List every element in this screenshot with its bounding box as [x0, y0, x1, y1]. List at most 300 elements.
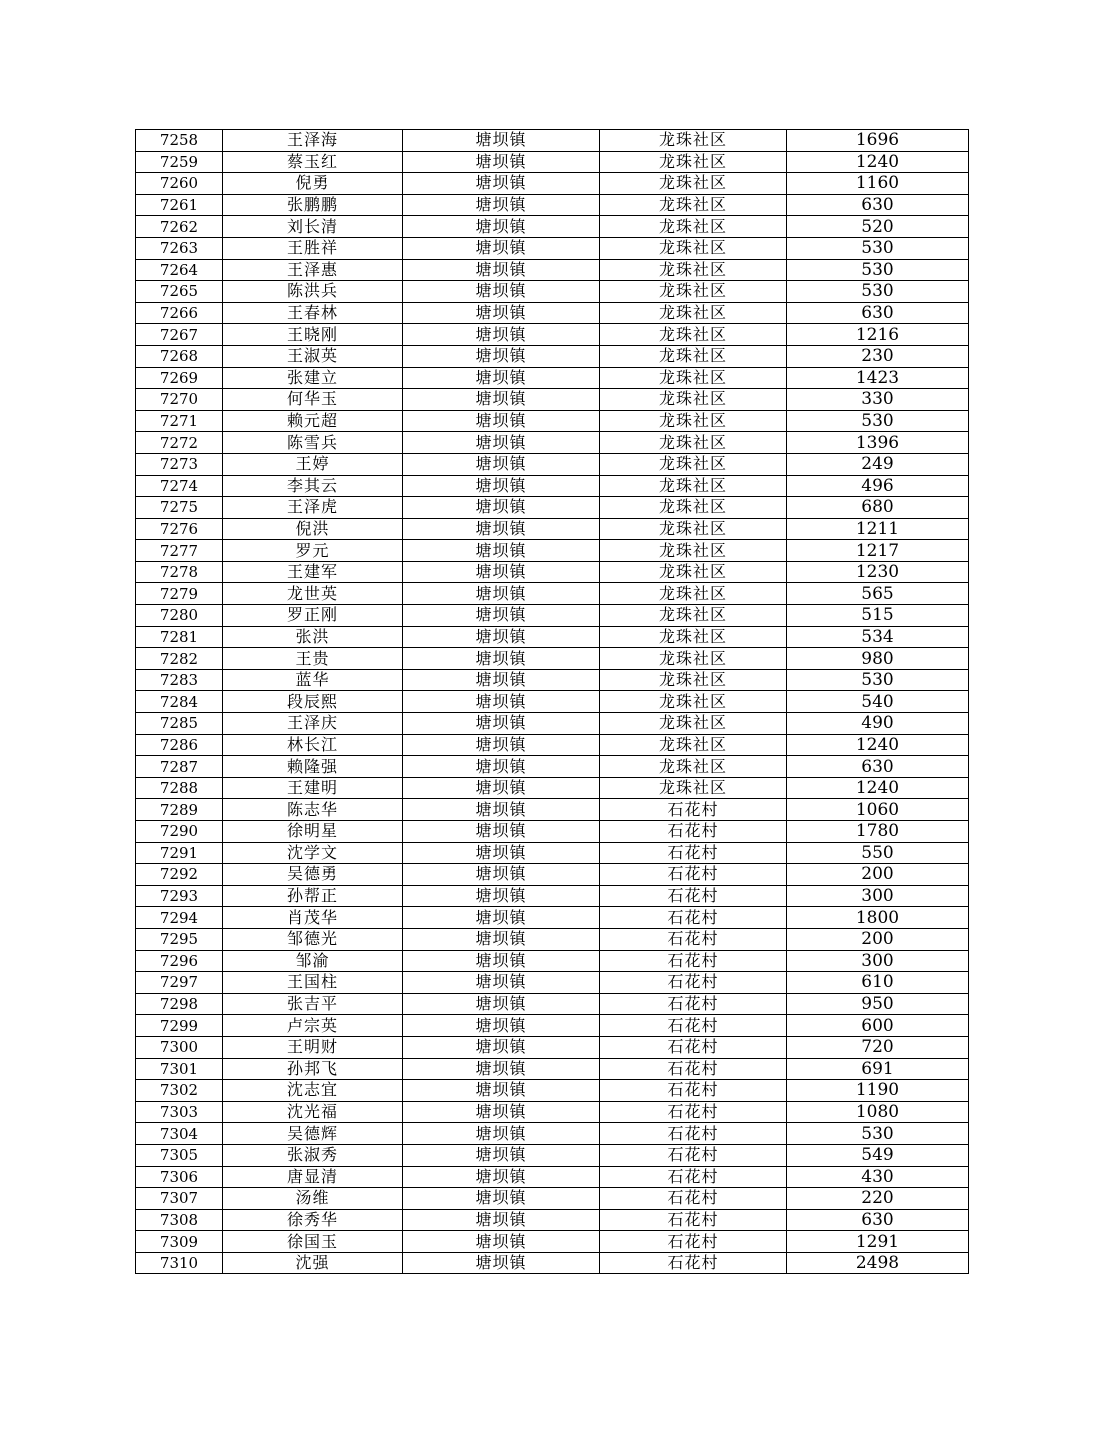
amount-cell: 540 — [787, 691, 969, 713]
name-cell: 陈洪兵 — [223, 281, 403, 303]
amount-cell: 200 — [787, 864, 969, 886]
table-row — [136, 410, 969, 432]
village-cell: 石花村 — [600, 1058, 787, 1080]
table-row — [136, 151, 969, 173]
village-cell: 石花村 — [600, 993, 787, 1015]
row-number-cell: 7261 — [136, 194, 223, 216]
name-cell: 徐明星 — [223, 821, 403, 843]
name-cell: 王建军 — [223, 561, 403, 583]
town-cell: 塘坝镇 — [403, 756, 600, 778]
table-row — [136, 432, 969, 454]
table-row — [136, 173, 969, 195]
row-number-cell: 7288 — [136, 777, 223, 799]
table-row — [136, 583, 969, 605]
row-number-cell: 7300 — [136, 1036, 223, 1058]
amount-cell: 200 — [787, 928, 969, 950]
village-cell: 龙珠社区 — [600, 173, 787, 195]
name-cell: 汤维 — [223, 1188, 403, 1210]
village-cell: 龙珠社区 — [600, 237, 787, 259]
town-cell: 塘坝镇 — [403, 583, 600, 605]
town-cell: 塘坝镇 — [403, 194, 600, 216]
table-row — [136, 842, 969, 864]
amount-cell: 496 — [787, 475, 969, 497]
row-number-cell: 7284 — [136, 691, 223, 713]
row-number-cell: 7282 — [136, 648, 223, 670]
amount-cell: 220 — [787, 1188, 969, 1210]
name-cell: 唐显清 — [223, 1166, 403, 1188]
name-cell: 张鹏鹏 — [223, 194, 403, 216]
row-number-cell: 7291 — [136, 842, 223, 864]
row-number-cell: 7271 — [136, 410, 223, 432]
row-number-cell: 7296 — [136, 950, 223, 972]
amount-cell: 530 — [787, 669, 969, 691]
name-cell: 王建明 — [223, 777, 403, 799]
village-cell: 龙珠社区 — [600, 756, 787, 778]
amount-cell: 1780 — [787, 821, 969, 843]
name-cell: 吴德勇 — [223, 864, 403, 886]
town-cell: 塘坝镇 — [403, 1252, 600, 1274]
row-number-cell: 7280 — [136, 605, 223, 627]
table-row — [136, 648, 969, 670]
row-number-cell: 7264 — [136, 259, 223, 281]
name-cell: 卢宗英 — [223, 1015, 403, 1037]
table-row — [136, 821, 969, 843]
row-number-cell: 7267 — [136, 324, 223, 346]
name-cell: 何华玉 — [223, 389, 403, 411]
town-cell: 塘坝镇 — [403, 928, 600, 950]
village-cell: 龙珠社区 — [600, 734, 787, 756]
village-cell: 龙珠社区 — [600, 151, 787, 173]
row-number-cell: 7293 — [136, 885, 223, 907]
name-cell: 陈雪兵 — [223, 432, 403, 454]
table-row — [136, 1231, 969, 1253]
name-cell: 沈光福 — [223, 1101, 403, 1123]
table-row — [136, 885, 969, 907]
name-cell: 倪洪 — [223, 518, 403, 540]
table-row — [136, 972, 969, 994]
row-number-cell: 7306 — [136, 1166, 223, 1188]
village-cell: 龙珠社区 — [600, 259, 787, 281]
village-cell: 龙珠社区 — [600, 367, 787, 389]
row-number-cell: 7258 — [136, 130, 223, 152]
village-cell: 石花村 — [600, 864, 787, 886]
name-cell: 王国柱 — [223, 972, 403, 994]
row-number-cell: 7263 — [136, 237, 223, 259]
village-cell: 龙珠社区 — [600, 518, 787, 540]
town-cell: 塘坝镇 — [403, 237, 600, 259]
name-cell: 倪勇 — [223, 173, 403, 195]
name-cell: 蓝华 — [223, 669, 403, 691]
town-cell: 塘坝镇 — [403, 389, 600, 411]
table-row — [136, 626, 969, 648]
amount-cell: 1800 — [787, 907, 969, 929]
village-cell: 龙珠社区 — [600, 324, 787, 346]
name-cell: 孙邦飞 — [223, 1058, 403, 1080]
name-cell: 王明财 — [223, 1036, 403, 1058]
row-number-cell: 7283 — [136, 669, 223, 691]
amount-cell: 1396 — [787, 432, 969, 454]
row-number-cell: 7269 — [136, 367, 223, 389]
name-cell: 肖茂华 — [223, 907, 403, 929]
village-cell: 石花村 — [600, 972, 787, 994]
town-cell: 塘坝镇 — [403, 345, 600, 367]
table-row — [136, 993, 969, 1015]
town-cell: 塘坝镇 — [403, 605, 600, 627]
village-cell: 石花村 — [600, 1252, 787, 1274]
town-cell: 塘坝镇 — [403, 626, 600, 648]
town-cell: 塘坝镇 — [403, 1036, 600, 1058]
amount-cell: 1423 — [787, 367, 969, 389]
town-cell: 塘坝镇 — [403, 453, 600, 475]
amount-cell: 1160 — [787, 173, 969, 195]
amount-cell: 550 — [787, 842, 969, 864]
table-row — [136, 799, 969, 821]
row-number-cell: 7294 — [136, 907, 223, 929]
name-cell: 陈志华 — [223, 799, 403, 821]
name-cell: 邹德光 — [223, 928, 403, 950]
village-cell: 龙珠社区 — [600, 130, 787, 152]
table-row — [136, 302, 969, 324]
name-cell: 王淑英 — [223, 345, 403, 367]
table-row — [136, 1209, 969, 1231]
amount-cell: 565 — [787, 583, 969, 605]
row-number-cell: 7309 — [136, 1231, 223, 1253]
table-row — [136, 756, 969, 778]
amount-cell: 230 — [787, 345, 969, 367]
table-row — [136, 367, 969, 389]
amount-cell: 300 — [787, 885, 969, 907]
village-cell: 石花村 — [600, 1231, 787, 1253]
village-cell: 龙珠社区 — [600, 216, 787, 238]
amount-cell: 530 — [787, 259, 969, 281]
row-number-cell: 7310 — [136, 1252, 223, 1274]
amount-cell: 530 — [787, 410, 969, 432]
name-cell: 赖元超 — [223, 410, 403, 432]
amount-cell: 520 — [787, 216, 969, 238]
town-cell: 塘坝镇 — [403, 302, 600, 324]
village-cell: 龙珠社区 — [600, 281, 787, 303]
table-row — [136, 1080, 969, 1102]
row-number-cell: 7292 — [136, 864, 223, 886]
amount-cell: 680 — [787, 497, 969, 519]
table-row — [136, 864, 969, 886]
row-number-cell: 7305 — [136, 1144, 223, 1166]
village-cell: 龙珠社区 — [600, 713, 787, 735]
table-row — [136, 1101, 969, 1123]
row-number-cell: 7304 — [136, 1123, 223, 1145]
amount-cell: 1080 — [787, 1101, 969, 1123]
amount-cell: 530 — [787, 281, 969, 303]
village-cell: 石花村 — [600, 799, 787, 821]
town-cell: 塘坝镇 — [403, 432, 600, 454]
village-cell: 龙珠社区 — [600, 453, 787, 475]
row-number-cell: 7290 — [136, 821, 223, 843]
amount-cell: 1216 — [787, 324, 969, 346]
row-number-cell: 7273 — [136, 453, 223, 475]
town-cell: 塘坝镇 — [403, 972, 600, 994]
village-cell: 龙珠社区 — [600, 302, 787, 324]
amount-cell: 600 — [787, 1015, 969, 1037]
name-cell: 林长江 — [223, 734, 403, 756]
name-cell: 王泽惠 — [223, 259, 403, 281]
name-cell: 王胜祥 — [223, 237, 403, 259]
name-cell: 吴德辉 — [223, 1123, 403, 1145]
row-number-cell: 7287 — [136, 756, 223, 778]
village-cell: 龙珠社区 — [600, 583, 787, 605]
data-table — [135, 129, 969, 1274]
town-cell: 塘坝镇 — [403, 691, 600, 713]
table-row — [136, 1144, 969, 1166]
town-cell: 塘坝镇 — [403, 885, 600, 907]
amount-cell: 1240 — [787, 151, 969, 173]
village-cell: 石花村 — [600, 842, 787, 864]
town-cell: 塘坝镇 — [403, 173, 600, 195]
row-number-cell: 7275 — [136, 497, 223, 519]
table-row — [136, 475, 969, 497]
town-cell: 塘坝镇 — [403, 1188, 600, 1210]
amount-cell: 515 — [787, 605, 969, 627]
village-cell: 石花村 — [600, 821, 787, 843]
row-number-cell: 7298 — [136, 993, 223, 1015]
town-cell: 塘坝镇 — [403, 950, 600, 972]
amount-cell: 1211 — [787, 518, 969, 540]
table-row — [136, 540, 969, 562]
row-number-cell: 7279 — [136, 583, 223, 605]
table-row — [136, 1166, 969, 1188]
town-cell: 塘坝镇 — [403, 1058, 600, 1080]
amount-cell: 691 — [787, 1058, 969, 1080]
name-cell: 邹渝 — [223, 950, 403, 972]
town-cell: 塘坝镇 — [403, 518, 600, 540]
town-cell: 塘坝镇 — [403, 216, 600, 238]
village-cell: 石花村 — [600, 928, 787, 950]
town-cell: 塘坝镇 — [403, 648, 600, 670]
table-row — [136, 281, 969, 303]
amount-cell: 1230 — [787, 561, 969, 583]
amount-cell: 610 — [787, 972, 969, 994]
row-number-cell: 7308 — [136, 1209, 223, 1231]
table-row — [136, 259, 969, 281]
town-cell: 塘坝镇 — [403, 281, 600, 303]
table-row — [136, 216, 969, 238]
row-number-cell: 7299 — [136, 1015, 223, 1037]
village-cell: 龙珠社区 — [600, 669, 787, 691]
town-cell: 塘坝镇 — [403, 1101, 600, 1123]
table-row — [136, 1123, 969, 1145]
table-row — [136, 1252, 969, 1274]
table-row — [136, 950, 969, 972]
village-cell: 龙珠社区 — [600, 432, 787, 454]
table-row — [136, 389, 969, 411]
table-row — [136, 345, 969, 367]
village-cell: 龙珠社区 — [600, 497, 787, 519]
name-cell: 李其云 — [223, 475, 403, 497]
table-row — [136, 561, 969, 583]
town-cell: 塘坝镇 — [403, 1080, 600, 1102]
name-cell: 张吉平 — [223, 993, 403, 1015]
table-row — [136, 194, 969, 216]
table-row — [136, 713, 969, 735]
town-cell: 塘坝镇 — [403, 1231, 600, 1253]
table-row — [136, 1188, 969, 1210]
amount-cell: 249 — [787, 453, 969, 475]
town-cell: 塘坝镇 — [403, 540, 600, 562]
name-cell: 刘长清 — [223, 216, 403, 238]
table-row — [136, 130, 969, 152]
name-cell: 王贵 — [223, 648, 403, 670]
table-row — [136, 237, 969, 259]
row-number-cell: 7268 — [136, 345, 223, 367]
village-cell: 龙珠社区 — [600, 626, 787, 648]
name-cell: 张淑秀 — [223, 1144, 403, 1166]
village-cell: 石花村 — [600, 1144, 787, 1166]
town-cell: 塘坝镇 — [403, 497, 600, 519]
row-number-cell: 7303 — [136, 1101, 223, 1123]
town-cell: 塘坝镇 — [403, 410, 600, 432]
village-cell: 龙珠社区 — [600, 194, 787, 216]
amount-cell: 430 — [787, 1166, 969, 1188]
village-cell: 龙珠社区 — [600, 475, 787, 497]
row-number-cell: 7277 — [136, 540, 223, 562]
row-number-cell: 7281 — [136, 626, 223, 648]
amount-cell: 980 — [787, 648, 969, 670]
amount-cell: 1240 — [787, 734, 969, 756]
row-number-cell: 7301 — [136, 1058, 223, 1080]
name-cell: 孙帮正 — [223, 885, 403, 907]
name-cell: 罗元 — [223, 540, 403, 562]
town-cell: 塘坝镇 — [403, 561, 600, 583]
town-cell: 塘坝镇 — [403, 907, 600, 929]
town-cell: 塘坝镇 — [403, 130, 600, 152]
village-cell: 龙珠社区 — [600, 410, 787, 432]
name-cell: 王泽虎 — [223, 497, 403, 519]
table-row — [136, 1015, 969, 1037]
amount-cell: 1060 — [787, 799, 969, 821]
town-cell: 塘坝镇 — [403, 669, 600, 691]
village-cell: 石花村 — [600, 907, 787, 929]
village-cell: 石花村 — [600, 1015, 787, 1037]
row-number-cell: 7289 — [136, 799, 223, 821]
name-cell: 张建立 — [223, 367, 403, 389]
name-cell: 王春林 — [223, 302, 403, 324]
village-cell: 龙珠社区 — [600, 648, 787, 670]
row-number-cell: 7295 — [136, 928, 223, 950]
table-row — [136, 518, 969, 540]
row-number-cell: 7259 — [136, 151, 223, 173]
amount-cell: 1240 — [787, 777, 969, 799]
name-cell: 王泽海 — [223, 130, 403, 152]
name-cell: 蔡玉红 — [223, 151, 403, 173]
amount-cell: 950 — [787, 993, 969, 1015]
row-number-cell: 7278 — [136, 561, 223, 583]
name-cell: 王泽庆 — [223, 713, 403, 735]
table-row — [136, 324, 969, 346]
amount-cell: 530 — [787, 1123, 969, 1145]
village-cell: 石花村 — [600, 1166, 787, 1188]
amount-cell: 1291 — [787, 1231, 969, 1253]
town-cell: 塘坝镇 — [403, 993, 600, 1015]
row-number-cell: 7274 — [136, 475, 223, 497]
town-cell: 塘坝镇 — [403, 821, 600, 843]
row-number-cell: 7285 — [136, 713, 223, 735]
amount-cell: 630 — [787, 756, 969, 778]
name-cell: 段辰熙 — [223, 691, 403, 713]
amount-cell: 2498 — [787, 1252, 969, 1274]
town-cell: 塘坝镇 — [403, 1166, 600, 1188]
village-cell: 石花村 — [600, 1036, 787, 1058]
name-cell: 赖隆强 — [223, 756, 403, 778]
table-row — [136, 605, 969, 627]
village-cell: 石花村 — [600, 885, 787, 907]
row-number-cell: 7286 — [136, 734, 223, 756]
amount-cell: 1190 — [787, 1080, 969, 1102]
row-number-cell: 7270 — [136, 389, 223, 411]
village-cell: 石花村 — [600, 1209, 787, 1231]
town-cell: 塘坝镇 — [403, 1144, 600, 1166]
town-cell: 塘坝镇 — [403, 1123, 600, 1145]
village-cell: 龙珠社区 — [600, 777, 787, 799]
table-row — [136, 1036, 969, 1058]
table-row — [136, 691, 969, 713]
village-cell: 石花村 — [600, 1188, 787, 1210]
amount-cell: 1696 — [787, 130, 969, 152]
row-number-cell: 7262 — [136, 216, 223, 238]
amount-cell: 630 — [787, 302, 969, 324]
village-cell: 石花村 — [600, 1123, 787, 1145]
table-row — [136, 734, 969, 756]
town-cell: 塘坝镇 — [403, 259, 600, 281]
name-cell: 沈强 — [223, 1252, 403, 1274]
amount-cell: 1217 — [787, 540, 969, 562]
town-cell: 塘坝镇 — [403, 475, 600, 497]
amount-cell: 490 — [787, 713, 969, 735]
amount-cell: 300 — [787, 950, 969, 972]
name-cell: 龙世英 — [223, 583, 403, 605]
name-cell: 王婷 — [223, 453, 403, 475]
amount-cell: 330 — [787, 389, 969, 411]
name-cell: 徐秀华 — [223, 1209, 403, 1231]
table-row — [136, 1058, 969, 1080]
town-cell: 塘坝镇 — [403, 842, 600, 864]
amount-cell: 630 — [787, 1209, 969, 1231]
village-cell: 石花村 — [600, 1101, 787, 1123]
village-cell: 石花村 — [600, 1080, 787, 1102]
table-row — [136, 907, 969, 929]
name-cell: 徐国玉 — [223, 1231, 403, 1253]
amount-cell: 534 — [787, 626, 969, 648]
row-number-cell: 7265 — [136, 281, 223, 303]
name-cell: 王晓刚 — [223, 324, 403, 346]
town-cell: 塘坝镇 — [403, 713, 600, 735]
row-number-cell: 7260 — [136, 173, 223, 195]
town-cell: 塘坝镇 — [403, 1015, 600, 1037]
village-cell: 龙珠社区 — [600, 389, 787, 411]
table-row — [136, 497, 969, 519]
row-number-cell: 7276 — [136, 518, 223, 540]
amount-cell: 549 — [787, 1144, 969, 1166]
name-cell: 罗正刚 — [223, 605, 403, 627]
row-number-cell: 7272 — [136, 432, 223, 454]
village-cell: 龙珠社区 — [600, 605, 787, 627]
amount-cell: 630 — [787, 194, 969, 216]
village-cell: 石花村 — [600, 950, 787, 972]
row-number-cell: 7302 — [136, 1080, 223, 1102]
town-cell: 塘坝镇 — [403, 1209, 600, 1231]
town-cell: 塘坝镇 — [403, 777, 600, 799]
table-row — [136, 669, 969, 691]
village-cell: 龙珠社区 — [600, 691, 787, 713]
amount-cell: 720 — [787, 1036, 969, 1058]
